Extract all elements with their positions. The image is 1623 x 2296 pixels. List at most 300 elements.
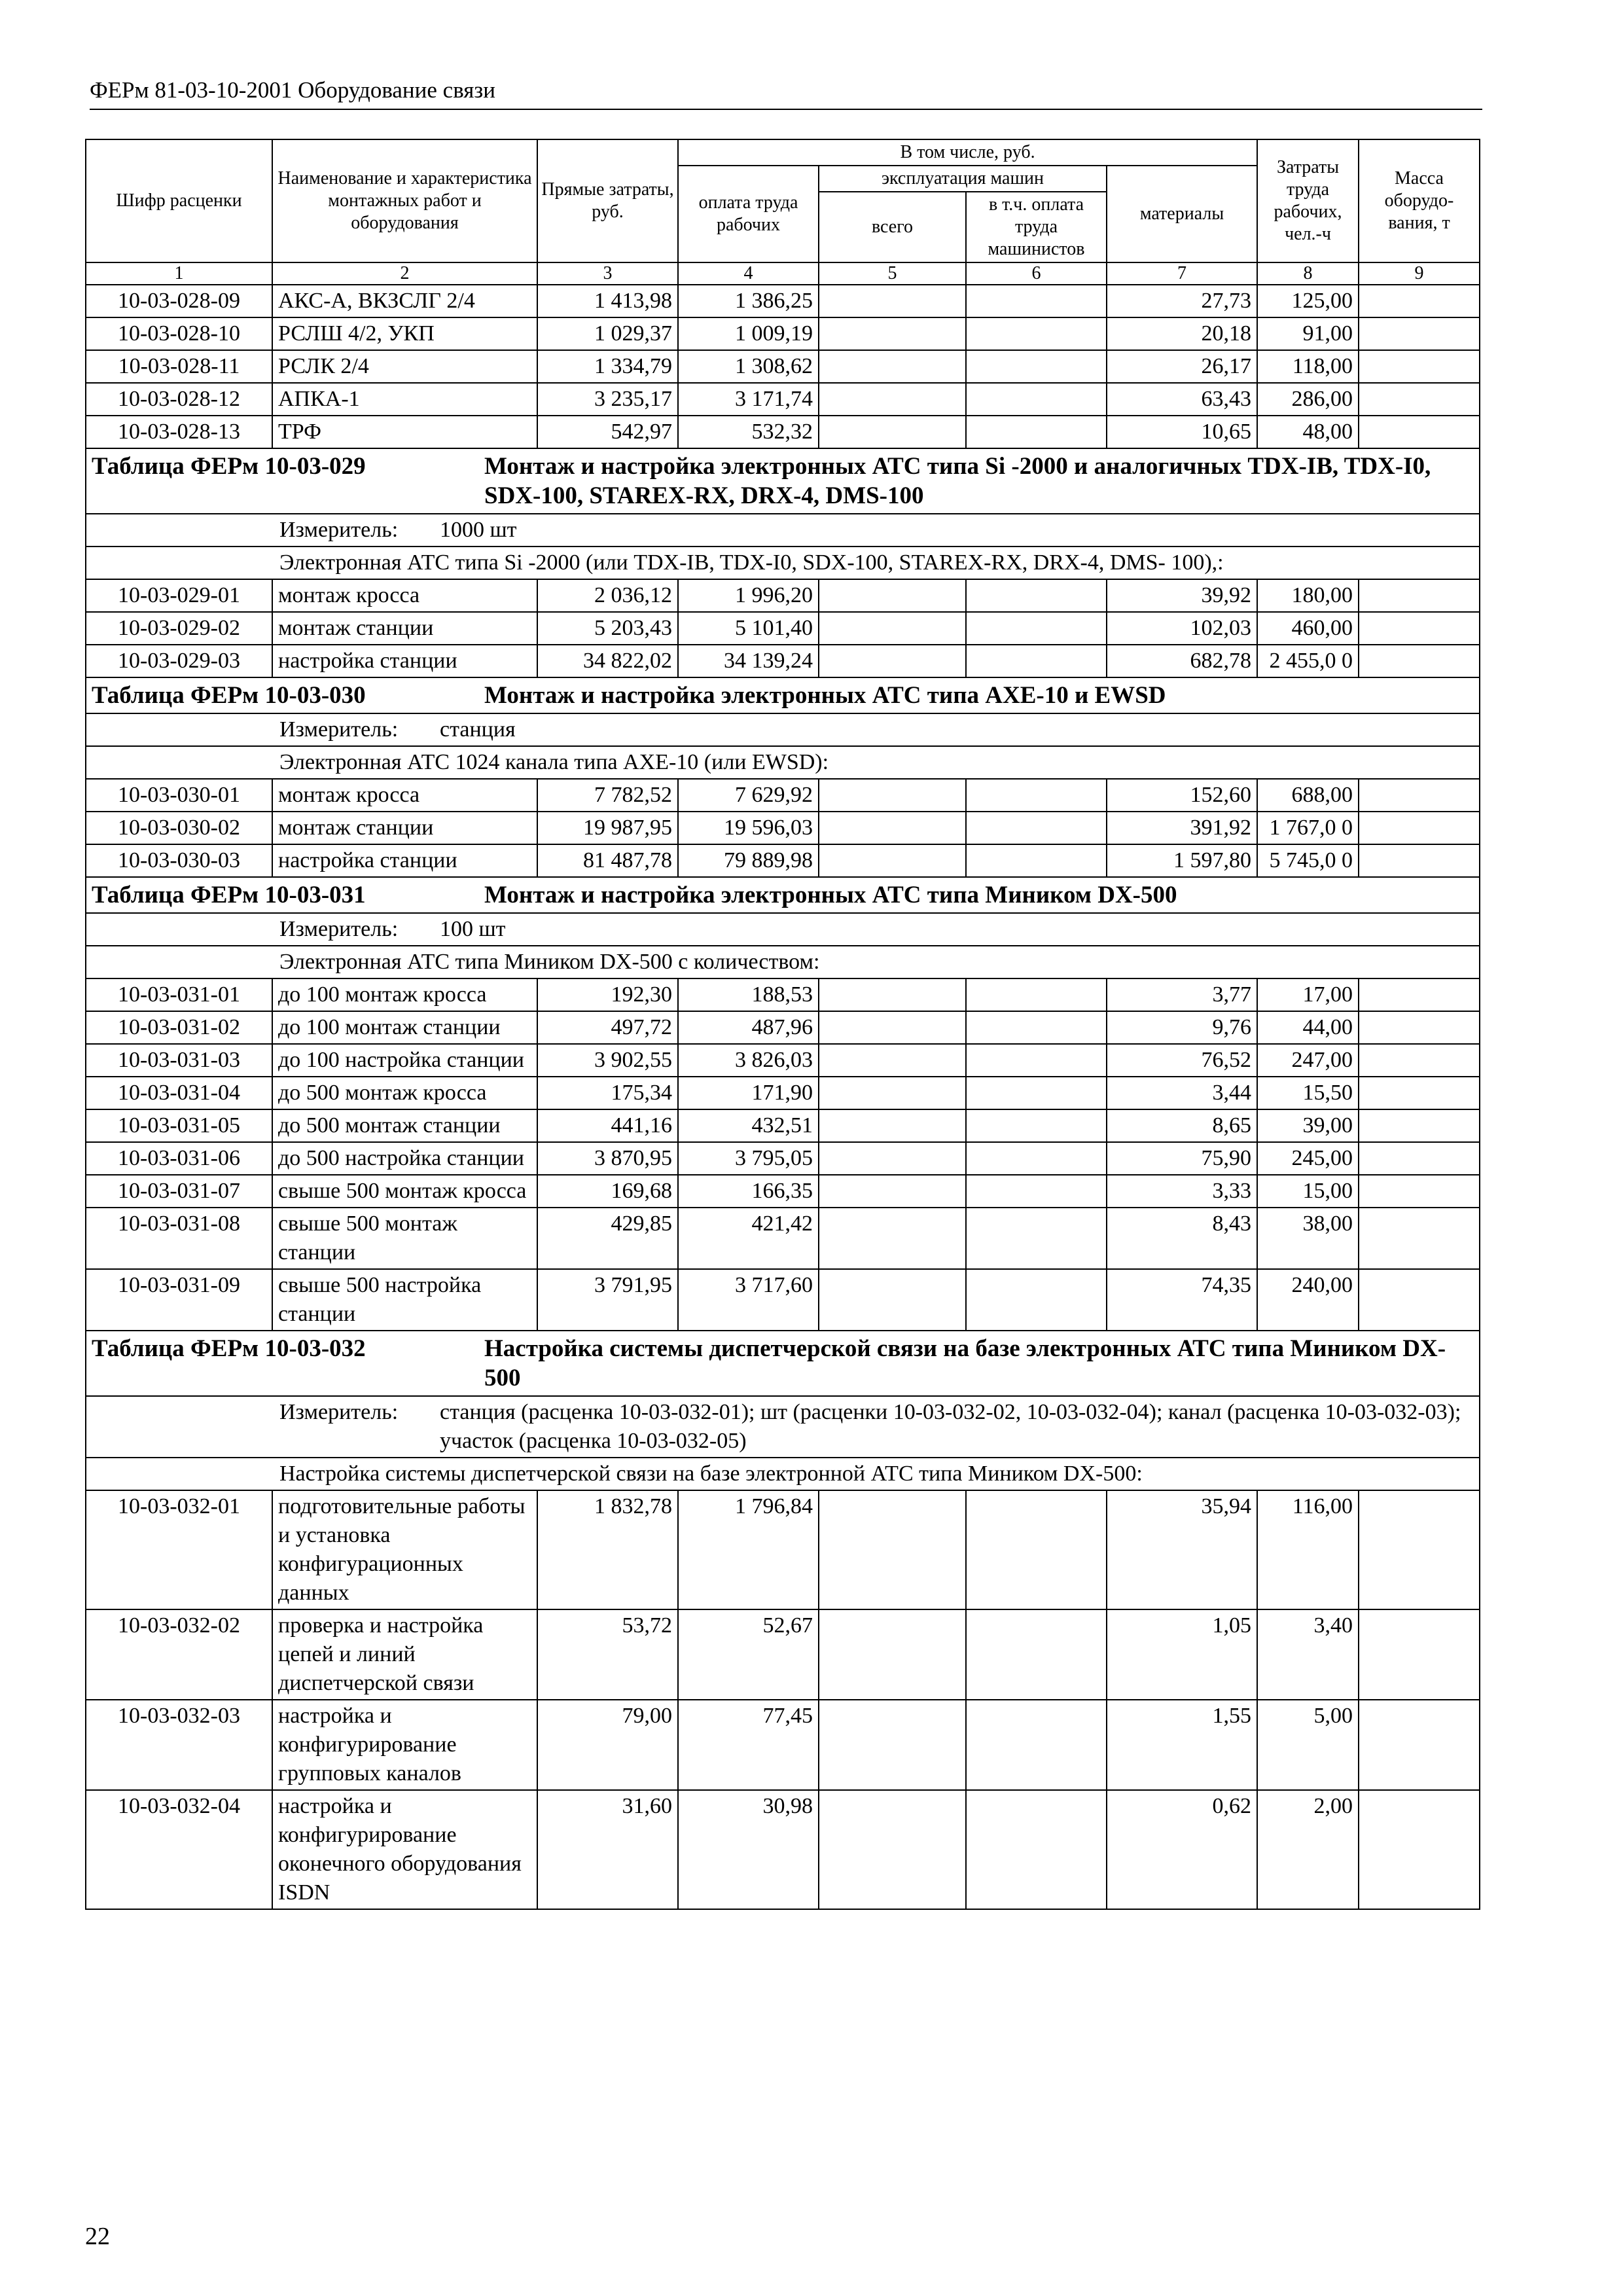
col-header-machines: эксплуатация машин: [819, 166, 1107, 192]
meter: [86, 713, 1480, 746]
machines-wages: [966, 383, 1107, 416]
col-header-direct: Прямые затраты, руб.: [537, 139, 678, 262]
worker-wages: 5 101,40: [678, 612, 819, 645]
worker-wages: 166,35: [678, 1175, 819, 1208]
col-header-name: Наименование и характеристика монтажных работ и оборудования: [272, 139, 537, 262]
section-row: [86, 547, 1480, 579]
meter-row: [86, 913, 1480, 946]
direct-costs: 31,60: [537, 1790, 678, 1909]
materials: 3,44: [1107, 1077, 1257, 1109]
materials: 35,94: [1107, 1490, 1257, 1609]
rate-name: настройка и конфигурирование групповых каналов: [272, 1700, 537, 1790]
materials: 26,17: [1107, 350, 1257, 383]
machines-total: [819, 579, 966, 612]
rate-row: [86, 612, 1480, 645]
direct-costs: 2 036,12: [537, 579, 678, 612]
worker-wages: 421,42: [678, 1208, 819, 1269]
labor-costs: 240,00: [1257, 1269, 1359, 1331]
table-heading: [86, 877, 1480, 913]
machines-total: [819, 383, 966, 416]
col-header-incl: В том числе, руб.: [678, 139, 1257, 166]
rate-name: до 500 монтаж кросса: [272, 1077, 537, 1109]
page-header: ФЕРм 81-03-10-2001 Оборудование связи: [90, 77, 495, 103]
rate-code: 10-03-031-02: [86, 1011, 272, 1044]
labor-costs: 118,00: [1257, 350, 1359, 383]
labor-costs: 38,00: [1257, 1208, 1359, 1269]
meter-label: Измеритель:: [279, 518, 399, 542]
table-title: Монтаж и настройка электронных АТС типа Миником DX-500: [484, 882, 1177, 908]
labor-costs: 48,00: [1257, 416, 1359, 448]
direct-costs: 542,97: [537, 416, 678, 448]
rate-row: [86, 317, 1480, 350]
materials: 1 597,80: [1107, 844, 1257, 877]
col-header-code: Шифр расценки: [86, 139, 272, 262]
column-number: 8: [1257, 262, 1359, 285]
machines-wages: [966, 1142, 1107, 1175]
rate-name: настройка станции: [272, 844, 537, 877]
machines-total: [819, 1077, 966, 1109]
meter: [86, 514, 1480, 547]
direct-costs: 5 203,43: [537, 612, 678, 645]
direct-costs: 1 334,79: [537, 350, 678, 383]
worker-wages: 188,53: [678, 978, 819, 1011]
meter-label: Измеритель:: [279, 717, 399, 742]
col-header-machines-total: всего: [819, 192, 966, 262]
rate-name: АКС-А, ВКЗСЛГ 2/4: [272, 285, 537, 317]
header-rule: [90, 109, 1482, 110]
meter: [86, 1396, 1480, 1458]
table-heading-row: [86, 877, 1480, 913]
materials: 39,92: [1107, 579, 1257, 612]
rate-name: подготовительные работы и установка конфигурационных данных: [272, 1490, 537, 1609]
rate-name: РСЛШ 4/2, УКП: [272, 317, 537, 350]
direct-costs: 81 487,78: [537, 844, 678, 877]
labor-costs: 116,00: [1257, 1490, 1359, 1609]
machines-wages: [966, 1077, 1107, 1109]
rate-code: 10-03-028-11: [86, 350, 272, 383]
rate-code: 10-03-032-01: [86, 1490, 272, 1609]
rate-row: [86, 1077, 1480, 1109]
materials: 3,77: [1107, 978, 1257, 1011]
machines-total: [819, 1044, 966, 1077]
rate-name: свыше 500 монтаж кросса: [272, 1175, 537, 1208]
rate-row: [86, 1109, 1480, 1142]
table-heading: [86, 448, 1480, 514]
machines-wages: [966, 350, 1107, 383]
machines-wages: [966, 612, 1107, 645]
rate-name: ТРФ: [272, 416, 537, 448]
labor-costs: 5,00: [1257, 1700, 1359, 1790]
rate-row: [86, 1700, 1480, 1790]
col-header-wages: оплата труда рабочих: [678, 166, 819, 262]
machines-total: [819, 779, 966, 812]
machines-total: [819, 1490, 966, 1609]
meter-label: Измеритель:: [279, 917, 399, 941]
column-number: 4: [678, 262, 819, 285]
machines-wages: [966, 812, 1107, 844]
machines-total: [819, 1609, 966, 1700]
worker-wages: 7 629,92: [678, 779, 819, 812]
labor-costs: 245,00: [1257, 1142, 1359, 1175]
section-caption: Электронная АТС типа Si -2000 (или TDX-IB, TDX-I0, SDX-100, STAREX-RX, DRX-4, DMS- 100),:: [86, 547, 1480, 579]
machines-total: [819, 317, 966, 350]
machines-total: [819, 1790, 966, 1909]
direct-costs: 1 413,98: [537, 285, 678, 317]
materials: 9,76: [1107, 1011, 1257, 1044]
rate-code: 10-03-031-03: [86, 1044, 272, 1077]
labor-costs: 2 455,0 0: [1257, 645, 1359, 677]
materials: 75,90: [1107, 1142, 1257, 1175]
worker-wages: 1 386,25: [678, 285, 819, 317]
meter-value: станция (расценка 10-03-032-01); шт (расценки 10-03-032-02, 10-03-032-04); канал (расценка 10-03-032-03); участок (расценка 10-03-032-05): [440, 1400, 1461, 1453]
direct-costs: 19 987,95: [537, 812, 678, 844]
equipment-mass: [1359, 285, 1480, 317]
worker-wages: 1 996,20: [678, 579, 819, 612]
col-header-labor: Затраты труда рабочих, чел.-ч: [1257, 139, 1359, 262]
rate-row: [86, 383, 1480, 416]
materials: 3,33: [1107, 1175, 1257, 1208]
equipment-mass: [1359, 779, 1480, 812]
rate-name: до 500 монтаж станции: [272, 1109, 537, 1142]
machines-wages: [966, 285, 1107, 317]
rates-table: [85, 139, 1480, 1910]
direct-costs: 429,85: [537, 1208, 678, 1269]
table-id: Таблица ФЕРм 10-03-029: [92, 453, 366, 480]
section-caption: Электронная АТС 1024 канала типа AXE-10 (или EWSD):: [86, 746, 1480, 779]
equipment-mass: [1359, 1011, 1480, 1044]
worker-wages: 3 826,03: [678, 1044, 819, 1077]
machines-wages: [966, 1044, 1107, 1077]
worker-wages: 532,32: [678, 416, 819, 448]
labor-costs: 688,00: [1257, 779, 1359, 812]
meter-value: 1000 шт: [440, 518, 517, 542]
worker-wages: 432,51: [678, 1109, 819, 1142]
rate-row: [86, 1490, 1480, 1609]
equipment-mass: [1359, 612, 1480, 645]
direct-costs: 3 791,95: [537, 1269, 678, 1331]
column-number: 5: [819, 262, 966, 285]
rate-code: 10-03-030-01: [86, 779, 272, 812]
rate-name: до 100 настройка станции: [272, 1044, 537, 1077]
machines-wages: [966, 844, 1107, 877]
equipment-mass: [1359, 1208, 1480, 1269]
equipment-mass: [1359, 1175, 1480, 1208]
machines-total: [819, 285, 966, 317]
rate-name: настройка и конфигурирование оконечного оборудования ISDN: [272, 1790, 537, 1909]
col-header-materials: материалы: [1107, 166, 1257, 262]
section-row: [86, 746, 1480, 779]
meter-value: 100 шт: [440, 917, 506, 941]
equipment-mass: [1359, 383, 1480, 416]
materials: 27,73: [1107, 285, 1257, 317]
rate-row: [86, 1208, 1480, 1269]
equipment-mass: [1359, 1490, 1480, 1609]
equipment-mass: [1359, 978, 1480, 1011]
labor-costs: 3,40: [1257, 1609, 1359, 1700]
machines-total: [819, 1109, 966, 1142]
column-number: 7: [1107, 262, 1257, 285]
column-number: 3: [537, 262, 678, 285]
labor-costs: 460,00: [1257, 612, 1359, 645]
rate-code: 10-03-029-01: [86, 579, 272, 612]
col-header-mass: Масса оборудо-вания, т: [1359, 139, 1480, 262]
column-number: 6: [966, 262, 1107, 285]
rate-code: 10-03-031-09: [86, 1269, 272, 1331]
table-title: Монтаж и настройка электронных АТС типа AXE-10 и EWSD: [484, 682, 1166, 709]
table-id: Таблица ФЕРм 10-03-031: [92, 882, 366, 908]
rate-name: настройка станции: [272, 645, 537, 677]
rate-name: до 100 монтаж станции: [272, 1011, 537, 1044]
equipment-mass: [1359, 1044, 1480, 1077]
materials: 63,43: [1107, 383, 1257, 416]
table-heading-row: [86, 1331, 1480, 1396]
section-row: [86, 946, 1480, 978]
machines-wages: [966, 1109, 1107, 1142]
rate-code: 10-03-028-13: [86, 416, 272, 448]
worker-wages: 30,98: [678, 1790, 819, 1909]
machines-wages: [966, 1609, 1107, 1700]
rate-row: [86, 1044, 1480, 1077]
rate-code: 10-03-031-07: [86, 1175, 272, 1208]
rate-code: 10-03-030-02: [86, 812, 272, 844]
worker-wages: 3 795,05: [678, 1142, 819, 1175]
rate-code: 10-03-029-03: [86, 645, 272, 677]
rate-row: [86, 1609, 1480, 1700]
rate-row: [86, 1011, 1480, 1044]
machines-total: [819, 1208, 966, 1269]
table-heading: [86, 1331, 1480, 1396]
labor-costs: 180,00: [1257, 579, 1359, 612]
direct-costs: 1 029,37: [537, 317, 678, 350]
rate-code: 10-03-028-09: [86, 285, 272, 317]
machines-total: [819, 1700, 966, 1790]
labor-costs: 15,00: [1257, 1175, 1359, 1208]
column-number: 1: [86, 262, 272, 285]
table-id: Таблица ФЕРм 10-03-032: [92, 1335, 366, 1362]
machines-wages: [966, 1208, 1107, 1269]
worker-wages: 3 171,74: [678, 383, 819, 416]
equipment-mass: [1359, 416, 1480, 448]
machines-wages: [966, 1700, 1107, 1790]
equipment-mass: [1359, 1077, 1480, 1109]
rate-row: [86, 812, 1480, 844]
rate-row: [86, 1142, 1480, 1175]
machines-total: [819, 1175, 966, 1208]
rate-row: [86, 645, 1480, 677]
machines-wages: [966, 1269, 1107, 1331]
worker-wages: 1 009,19: [678, 317, 819, 350]
materials: 102,03: [1107, 612, 1257, 645]
direct-costs: 192,30: [537, 978, 678, 1011]
section-caption: Электронная АТС типа Миником DX-500 с количеством:: [86, 946, 1480, 978]
col-header-machines-wages: в т.ч. оплата труда машинистов: [966, 192, 1107, 262]
rate-code: 10-03-031-05: [86, 1109, 272, 1142]
equipment-mass: [1359, 1269, 1480, 1331]
rate-row: [86, 779, 1480, 812]
worker-wages: 79 889,98: [678, 844, 819, 877]
meter: [86, 913, 1480, 946]
direct-costs: 169,68: [537, 1175, 678, 1208]
machines-total: [819, 1142, 966, 1175]
worker-wages: 19 596,03: [678, 812, 819, 844]
direct-costs: 175,34: [537, 1077, 678, 1109]
labor-costs: 247,00: [1257, 1044, 1359, 1077]
rate-code: 10-03-032-02: [86, 1609, 272, 1700]
worker-wages: 1 308,62: [678, 350, 819, 383]
rate-name: проверка и настройка цепей и линий диспетчерской связи: [272, 1609, 537, 1700]
rate-name: монтаж кросса: [272, 579, 537, 612]
machines-total: [819, 645, 966, 677]
machines-wages: [966, 416, 1107, 448]
equipment-mass: [1359, 844, 1480, 877]
equipment-mass: [1359, 350, 1480, 383]
machines-wages: [966, 779, 1107, 812]
materials: 8,43: [1107, 1208, 1257, 1269]
materials: 10,65: [1107, 416, 1257, 448]
direct-costs: 79,00: [537, 1700, 678, 1790]
equipment-mass: [1359, 1790, 1480, 1909]
direct-costs: 1 832,78: [537, 1490, 678, 1609]
machines-wages: [966, 1790, 1107, 1909]
labor-costs: 91,00: [1257, 317, 1359, 350]
machines-wages: [966, 645, 1107, 677]
direct-costs: 53,72: [537, 1609, 678, 1700]
rate-row: [86, 978, 1480, 1011]
rate-row: [86, 416, 1480, 448]
machines-total: [819, 416, 966, 448]
rate-row: [86, 350, 1480, 383]
rate-name: до 500 настройка станции: [272, 1142, 537, 1175]
worker-wages: 1 796,84: [678, 1490, 819, 1609]
labor-costs: 1 767,0 0: [1257, 812, 1359, 844]
rate-code: 10-03-028-10: [86, 317, 272, 350]
meter-value: станция: [440, 717, 516, 742]
direct-costs: 34 822,02: [537, 645, 678, 677]
machines-total: [819, 350, 966, 383]
machines-total: [819, 844, 966, 877]
machines-wages: [966, 1490, 1107, 1609]
machines-total: [819, 1269, 966, 1331]
column-numbers-row: [86, 262, 1480, 285]
labor-costs: 5 745,0 0: [1257, 844, 1359, 877]
table-title: Настройка системы диспетчерской связи на базе электронных АТС типа Миником DX-500: [484, 1335, 1446, 1391]
rate-row: [86, 285, 1480, 317]
equipment-mass: [1359, 1109, 1480, 1142]
rate-name: свыше 500 настройка станции: [272, 1269, 537, 1331]
section-row: [86, 1458, 1480, 1490]
rate-code: 10-03-029-02: [86, 612, 272, 645]
rate-name: монтаж кросса: [272, 779, 537, 812]
rate-code: 10-03-031-04: [86, 1077, 272, 1109]
machines-total: [819, 978, 966, 1011]
equipment-mass: [1359, 1609, 1480, 1700]
materials: 682,78: [1107, 645, 1257, 677]
labor-costs: 44,00: [1257, 1011, 1359, 1044]
labor-costs: 39,00: [1257, 1109, 1359, 1142]
rate-row: [86, 1790, 1480, 1909]
direct-costs: 3 235,17: [537, 383, 678, 416]
direct-costs: 497,72: [537, 1011, 678, 1044]
labor-costs: 125,00: [1257, 285, 1359, 317]
column-number: 2: [272, 262, 537, 285]
rate-code: 10-03-028-12: [86, 383, 272, 416]
machines-wages: [966, 978, 1107, 1011]
worker-wages: 487,96: [678, 1011, 819, 1044]
meter-row: [86, 1396, 1480, 1458]
materials: 74,35: [1107, 1269, 1257, 1331]
table-heading-row: [86, 448, 1480, 514]
rate-row: [86, 1175, 1480, 1208]
machines-total: [819, 612, 966, 645]
equipment-mass: [1359, 317, 1480, 350]
rate-code: 10-03-031-06: [86, 1142, 272, 1175]
table-heading: [86, 677, 1480, 713]
rate-name: АПКА-1: [272, 383, 537, 416]
rate-name: РСЛК 2/4: [272, 350, 537, 383]
rate-row: [86, 1269, 1480, 1331]
worker-wages: 34 139,24: [678, 645, 819, 677]
machines-wages: [966, 1175, 1107, 1208]
worker-wages: 171,90: [678, 1077, 819, 1109]
machines-total: [819, 1011, 966, 1044]
equipment-mass: [1359, 645, 1480, 677]
equipment-mass: [1359, 579, 1480, 612]
meter-row: [86, 713, 1480, 746]
materials: 152,60: [1107, 779, 1257, 812]
table-id: Таблица ФЕРм 10-03-030: [92, 682, 366, 709]
rate-code: 10-03-031-08: [86, 1208, 272, 1269]
meter-row: [86, 514, 1480, 547]
machines-total: [819, 812, 966, 844]
materials: 1,05: [1107, 1609, 1257, 1700]
machines-wages: [966, 1011, 1107, 1044]
rate-code: 10-03-030-03: [86, 844, 272, 877]
materials: 20,18: [1107, 317, 1257, 350]
worker-wages: 3 717,60: [678, 1269, 819, 1331]
meter-label: Измеритель:: [279, 1400, 399, 1424]
rate-row: [86, 579, 1480, 612]
rate-row: [86, 844, 1480, 877]
labor-costs: 17,00: [1257, 978, 1359, 1011]
page-number: 22: [85, 2223, 110, 2250]
materials: 0,62: [1107, 1790, 1257, 1909]
machines-wages: [966, 579, 1107, 612]
column-number: 9: [1359, 262, 1480, 285]
rate-code: 10-03-032-03: [86, 1700, 272, 1790]
rate-name: свыше 500 монтаж станции: [272, 1208, 537, 1269]
section-caption: Настройка системы диспетчерской связи на базе электронной АТС типа Миником DX-500:: [86, 1458, 1480, 1490]
equipment-mass: [1359, 1142, 1480, 1175]
labor-costs: 286,00: [1257, 383, 1359, 416]
table-title: Монтаж и настройка электронных АТС типа Si -2000 и аналогичных TDX-IB, TDX-I0, SDX-100, STAREX-RX, DRX-4, DMS-100: [484, 453, 1431, 509]
worker-wages: 77,45: [678, 1700, 819, 1790]
equipment-mass: [1359, 812, 1480, 844]
rate-code: 10-03-032-04: [86, 1790, 272, 1909]
materials: 76,52: [1107, 1044, 1257, 1077]
materials: 391,92: [1107, 812, 1257, 844]
direct-costs: 3 870,95: [537, 1142, 678, 1175]
direct-costs: 441,16: [537, 1109, 678, 1142]
machines-wages: [966, 317, 1107, 350]
rate-name: монтаж станции: [272, 612, 537, 645]
direct-costs: 3 902,55: [537, 1044, 678, 1077]
materials: 8,65: [1107, 1109, 1257, 1142]
table-heading-row: [86, 677, 1480, 713]
materials: 1,55: [1107, 1700, 1257, 1790]
worker-wages: 52,67: [678, 1609, 819, 1700]
rate-name: до 100 монтаж кросса: [272, 978, 537, 1011]
labor-costs: 2,00: [1257, 1790, 1359, 1909]
